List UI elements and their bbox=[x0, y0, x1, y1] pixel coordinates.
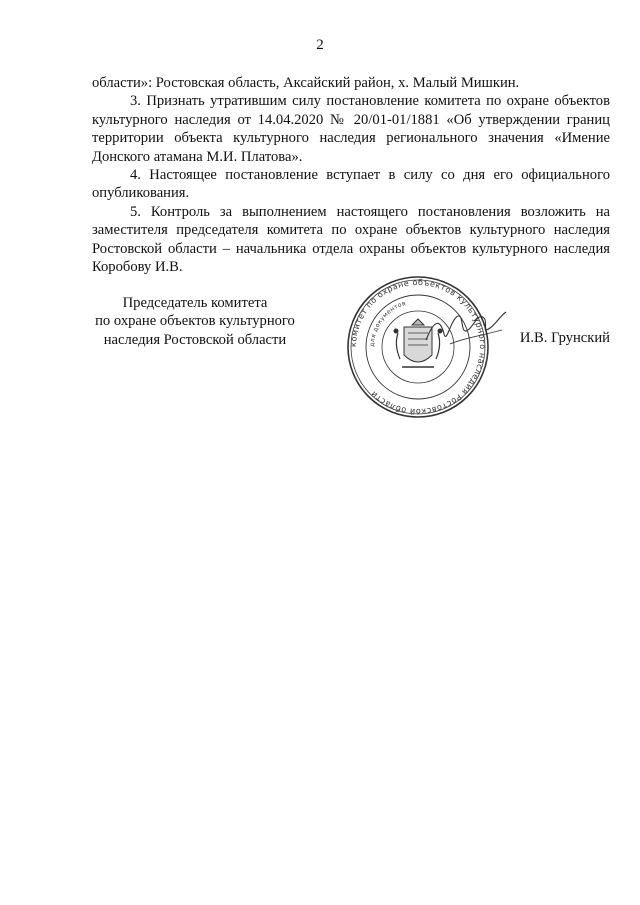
paragraph-item-3: 3. Признать утратившим силу постановление комитета по охране объектов культурного наследия от 14.04.2020 № 20/01-01/1881 «Об утверждении границ территории объекта культурного наследия регионального значения «Имение Донского атамана М.И. Платова». bbox=[92, 93, 610, 165]
paragraph-item-4: 4. Настоящее постановление вступает в силу со дня его официального опубликования. bbox=[92, 167, 610, 202]
position-line-2: по охране объектов культурного bbox=[95, 313, 295, 330]
page-number: 2 bbox=[316, 37, 324, 53]
paragraph-item-5: 5. Контроль за выполнением настоящего постановления возложить на заместителя председателя комитета по охране объектов культурного наследия Ростовской области – начальника отдела охраны объектов культурного наследия Коробову И.В. bbox=[92, 203, 610, 276]
signatory-position bbox=[60, 294, 330, 349]
seal-inner-text: для документов bbox=[368, 299, 407, 348]
signatory-name: И.В. Грунский bbox=[519, 330, 610, 346]
paragraph-continuation: области»: Ростовская область, Аксайский район, х. Малый Мишкин. bbox=[92, 75, 520, 91]
position-line-1: Председатель комитета bbox=[122, 295, 268, 311]
handwritten-signature bbox=[420, 300, 510, 360]
seal-outer-text: комитет по охране объектов культурного наследия Ростовской области bbox=[348, 277, 488, 417]
svg-text:для документов bbox=[369, 300, 407, 347]
document-body bbox=[92, 74, 610, 276]
position-line-3: наследия Ростовской области bbox=[103, 331, 287, 348]
